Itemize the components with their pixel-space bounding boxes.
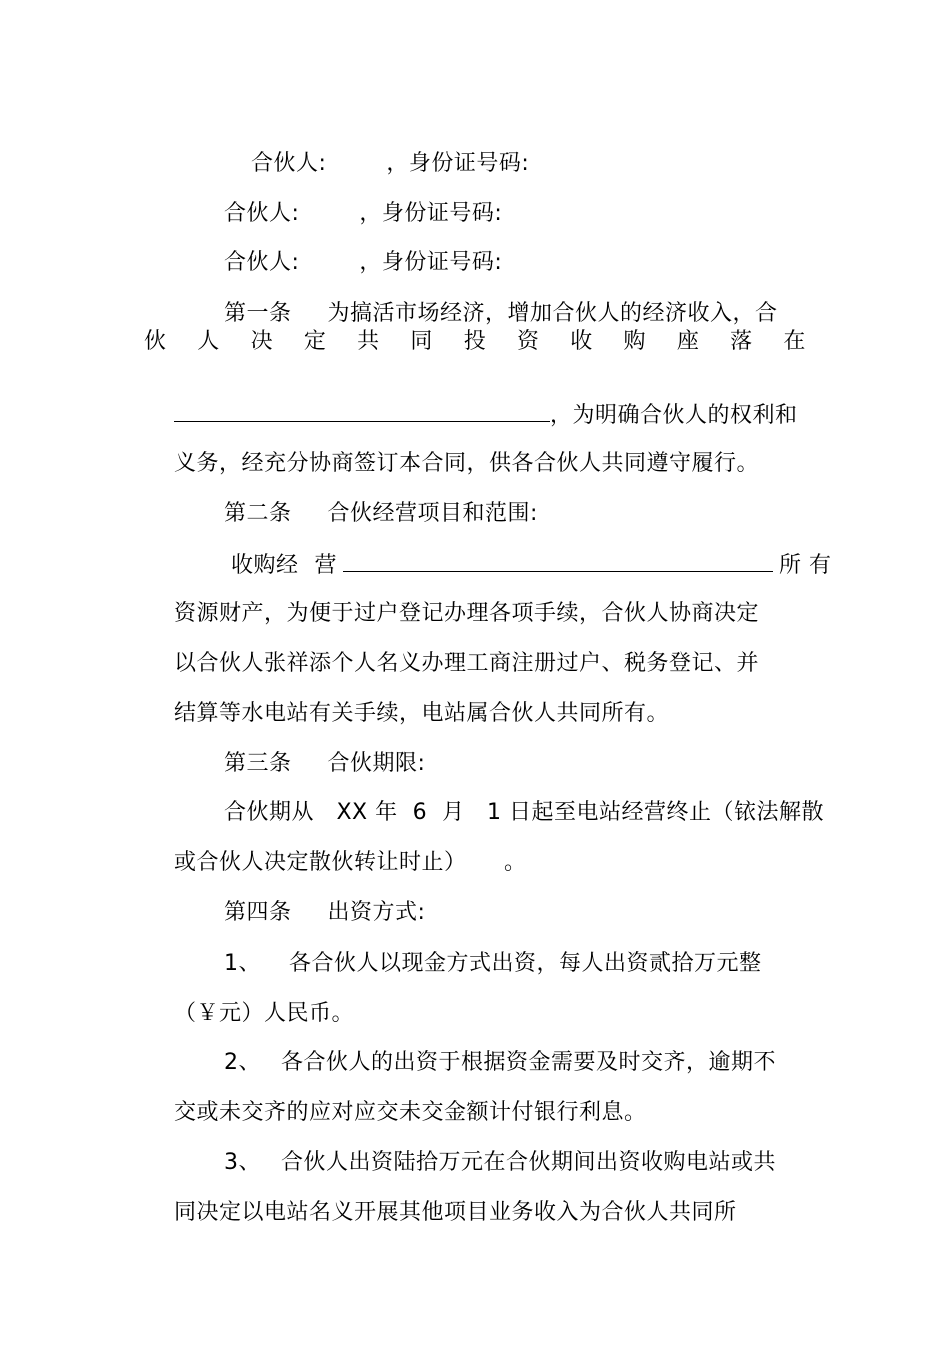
article-2-text: 结算等水电站有关手续，电站属合伙人共同所有。 [173,701,669,726]
item-text: 各合伙人的出资于根据资金需要及时交齐，逾期不 [280,1050,776,1075]
spread-char: 定 [303,329,327,354]
article-1-text: ，为明确合伙人的权利和 [549,403,798,428]
spread-char: 在 [783,329,806,354]
article-1-text: 为搞活市场经济，增加合伙人的经济收入，合 [327,301,778,326]
article-3-heading: 第三条 [223,751,292,776]
location-blank [174,403,550,422]
item-text: 合伙人出资陆拾万元在合伙期间出资收购电站或共 [280,1150,776,1175]
item-text: 同决定以电站名义开展其他项目业务收入为合伙人共同所 [173,1200,737,1225]
item-number: 2、 [223,1050,261,1075]
article-3-text: 合伙期从 XX 年 6 月 1 日起至电站经营终止（铱法解散 [223,800,825,825]
article-1-line-2 [144,331,806,353]
spread-char: 伙 [144,329,167,354]
spread-char: 同 [410,329,433,354]
article-4-title: 出资方式: [327,900,426,925]
article-2-text: 以合伙人张祥添个人名义办理工商注册过户、税务登记、并 [173,651,759,676]
spread-char: 共 [357,329,380,354]
article-2-text: 营 [314,553,338,578]
partner-label: 合伙人: [223,250,300,275]
spread-char: 资 [516,329,540,354]
id-number-label: ，身份证号码: [359,201,503,226]
partner-label: 合伙人: [223,201,300,226]
spread-char: 座 [676,329,700,354]
item-text: （￥元）人民币。 [173,1001,354,1026]
spread-char: 购 [623,329,647,354]
item-number: 3、 [223,1150,261,1175]
article-3-title: 合伙期限: [327,751,426,776]
item-number: 1、 [223,951,261,976]
article-4-item-3-cont [144,1180,737,1246]
article-1-heading: 第一条 [223,301,292,326]
partner-label: 合伙人: [250,151,327,176]
article-2-text: 资源财产，为便于过户登记办理各项手续，合伙人协商决定 [173,601,759,626]
spread-char: 投 [463,329,487,354]
article-2-text: 所 有 [779,553,832,578]
id-number-label: ，身份证号码: [359,250,503,275]
article-1-text: 义务，经充分协商签订本合同，供各合伙人共同遵守履行。 [173,451,759,476]
article-2-title: 合伙经营项目和范围: [327,501,538,526]
id-number-label: ，身份证号码: [386,151,530,176]
spread-char: 人 [197,329,220,354]
article-3-text: 或合伙人决定散伙转让时止） 。 [173,850,527,875]
spread-char: 落 [730,329,753,354]
item-text: 各合伙人以现金方式出资，每人出资贰拾万元整 [288,951,762,976]
spread-char: 决 [250,329,274,354]
item-text: 交或未交齐的应对应交未交金额计付银行利息。 [173,1100,647,1125]
article-4-heading: 第四条 [223,900,292,925]
article-2-text: 收购经 [230,553,299,578]
spread-char: 收 [570,329,593,354]
business-blank [343,553,773,572]
article-2-heading: 第二条 [223,501,292,526]
